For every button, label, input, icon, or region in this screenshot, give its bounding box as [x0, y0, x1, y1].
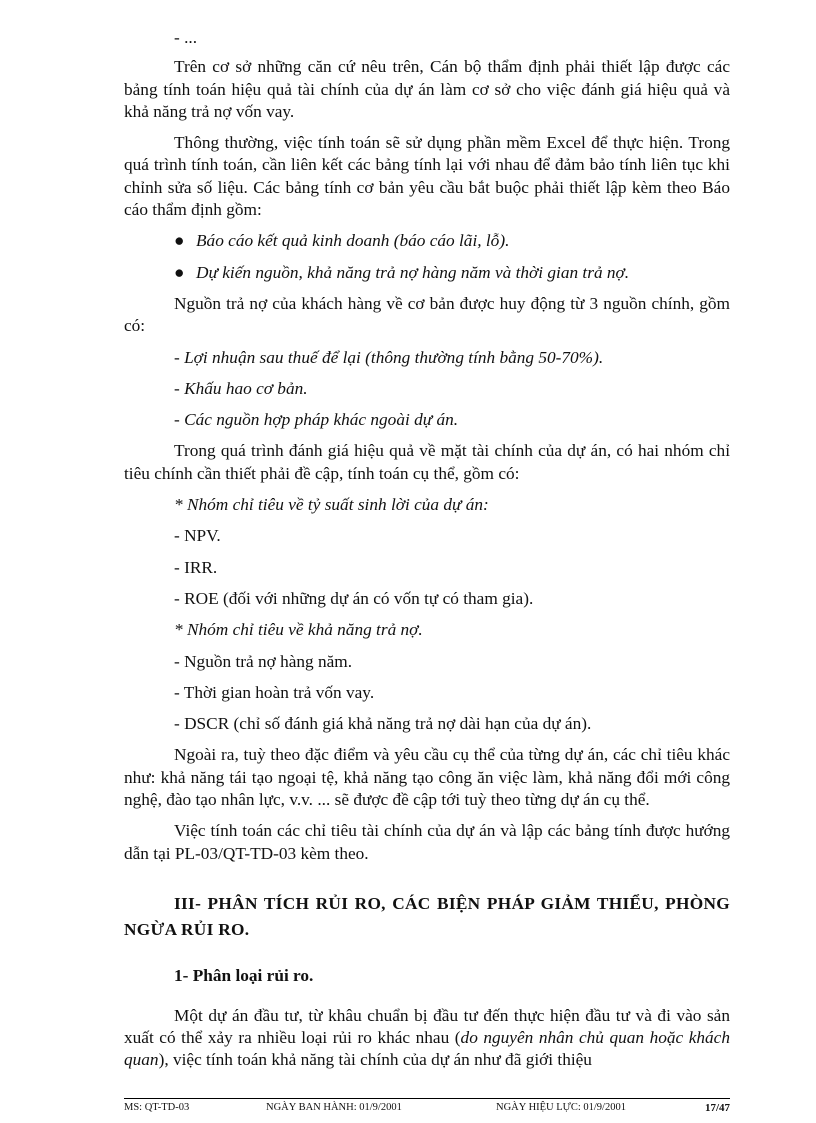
bullet-text: Dự kiến nguồn, khả năng trả nợ hàng năm và thời gian trả nợ.: [196, 262, 630, 282]
list-item: - DSCR (chỉ số đánh giá khả năng trả nợ dài hạn của dự án).: [174, 714, 592, 734]
list-item: - ROE (đối với những dự án có vốn tự có tham gia).: [174, 588, 534, 608]
group-heading: * Nhóm chỉ tiêu về tỷ suất sinh lời của dự án:: [174, 495, 489, 515]
bullet-icon: ●: [174, 262, 185, 282]
footer-effective-date: NGÀY HIỆU LỰC: 01/9/2001: [496, 1102, 626, 1113]
list-item: - NPV.: [174, 526, 221, 546]
footer-page-number: 17/47: [704, 1102, 730, 1114]
document-body: [124, 27, 730, 1071]
paragraph: Việc tính toán các chỉ tiêu tài chính của dự án và lập các bảng tính được hướng dẫn tại PL-03/QT-TD-03 kèm theo.: [124, 821, 730, 863]
footer-issued-date: NGÀY BAN HÀNH: 01/9/2001: [266, 1102, 402, 1113]
footer-doc-code: MS: QT-TD-03: [124, 1102, 190, 1113]
paragraph: Ngoài ra, tuỳ theo đặc điểm và yêu cầu cụ thể của từng dự án, các chỉ tiêu khác như: khả năng tái tạo ngoại tệ, khả năng tạo công ăn việc làm, khả năng đổi mới công nghệ, đào tạo nhân lực, v.v. ... sẽ được đề cập tới tuỳ theo từng dự án cụ thể.: [124, 745, 730, 810]
paragraph: [124, 1005, 730, 1072]
paragraph: Trên cơ sở những căn cứ nêu trên, Cán bộ thẩm định phải thiết lập được các bảng tính toán hiệu quả tài chính của dự án làm cơ sở cho việc đánh giá hiệu quả và khả năng trả nợ vốn vay.: [124, 57, 730, 121]
paragraph: Thông thường, việc tính toán sẽ sử dụng phần mềm Excel để thực hiện. Trong quá trình tính toán, cần liên kết các bảng tính lại với nhau để đảm bảo tính liên tục khi chỉnh sửa số liệu. Các bảng tính cơ bản yêu cầu bắt buộc phải thiết lập kèm theo Báo cáo thẩm định gồm:: [124, 133, 730, 220]
list-item: - Khấu hao cơ bản.: [174, 378, 308, 398]
list-item: - Lợi nhuận sau thuế để lại (thông thường tính bằng 50-70%).: [174, 347, 604, 367]
page-footer: [124, 1098, 730, 1114]
italic-span: do nguyên nhân chủ quan hoặc khách quan: [124, 1027, 730, 1070]
subsection-heading: 1- Phân loại rủi ro.: [174, 965, 314, 985]
list-item: - Các nguồn hợp pháp khác ngoài dự án.: [174, 410, 459, 430]
section-heading: III- PHÂN TÍCH RỦI RO, CÁC BIỆN PHÁP GIẢM THIỂU, PHÒNG NGỪA RỦI RO.: [124, 893, 730, 939]
text-line: - ...: [174, 28, 198, 47]
paragraph: Nguồn trả nợ của khách hàng về cơ bản được huy động từ 3 nguồn chính, gồm có:: [124, 293, 730, 336]
bullet-text: Báo cáo kết quả kinh doanh (báo cáo lãi, lỗ).: [196, 231, 510, 251]
bullet-item: [124, 262, 730, 284]
paragraph: Trong quá trình đánh giá hiệu quả về mặt tài chính của dự án, có hai nhóm chỉ tiêu chính cần thiết phải đề cập, tính toán cụ thể, gồm có:: [124, 441, 730, 483]
bullet-icon: ●: [174, 231, 185, 251]
group-heading: * Nhóm chỉ tiêu về khả năng trả nợ.: [174, 620, 423, 640]
list-item: - IRR.: [174, 557, 218, 577]
list-item: - Thời gian hoàn trả vốn vay.: [174, 682, 375, 702]
list-item: - Nguồn trả nợ hàng năm.: [174, 651, 353, 671]
text-span: ), việc tính toán khả năng tài chính của dự án như đã giới thiệu: [158, 1050, 592, 1070]
bullet-item: [124, 230, 730, 252]
text-span: Một dự án đầu tư, từ khâu chuẩn bị đầu tư đến thực hiện đầu tư và đi vào sản xuất có thể xảy ra nhiều loại rủi ro khác nhau (: [124, 1005, 730, 1047]
